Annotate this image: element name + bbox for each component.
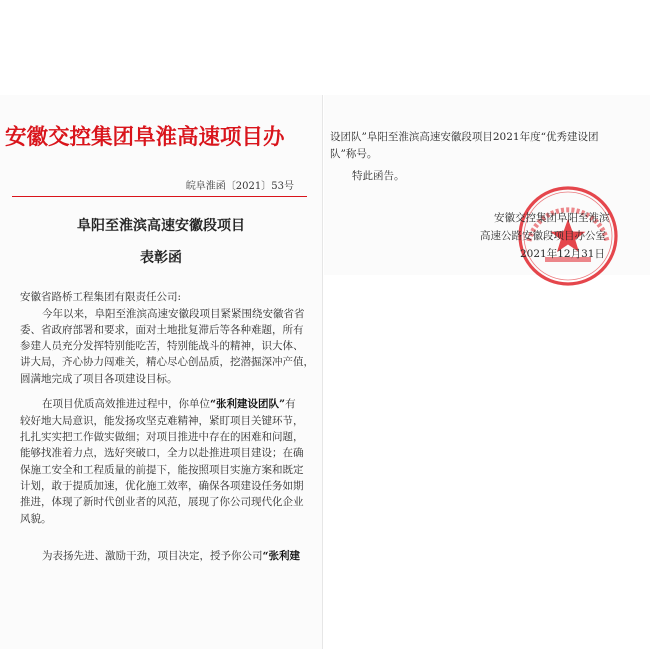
left-page — [0, 95, 323, 649]
document-title-line1: 阜阳至淮滨高速安徽段项目 — [77, 218, 245, 234]
document-number: 皖阜淮函〔2021〕53号 — [185, 181, 294, 192]
right-page-line3: 特此函告。 — [352, 170, 405, 182]
signature-org-line1: 安徽交控集团阜阳至淮滨 — [494, 212, 610, 224]
salutation: 安徽省路桥工程集团有限责任公司: — [20, 291, 182, 303]
team-name-quote: “张利建设团队” — [210, 398, 286, 410]
paragraph1-line: 讲大局，齐心协力闯难关，精心尽心创品质，挖潜掘深冲产值， — [20, 356, 314, 368]
header-org-name: 安徽交控集团阜淮高速项目办 — [5, 125, 285, 150]
paragraph1-line: 委、省政府部署和要求，面对土地批复滞后等各种难题，所有 — [20, 324, 304, 336]
paragraph1-line: 今年以来，阜阳至淮滨高速安徽段项目紧紧围绕安徽省省 — [42, 308, 305, 320]
header-red-rule — [12, 196, 307, 197]
paragraph1-line: 圆满地完成了项目各项建设目标。 — [20, 373, 178, 385]
document-title-line2: 表彰函 — [140, 250, 182, 266]
paragraph2-line: 能够找准着力点，选好突破口，全力以赴推进项目建设；在确 — [20, 447, 304, 459]
paragraph2-prefix: 在项目优质高效推进过程中，你单位 — [42, 398, 210, 410]
paragraph2-line: 较好地大局意识，能发扬攻坚克难精神，紧盯项目关键环节， — [20, 415, 304, 427]
paragraph1-line: 参建人员充分发挥特别能吃苦，特别能战斗的精神，识大体、 — [20, 340, 304, 352]
paragraph3-prefix: 为表扬先进、激励干劲，项目决定，授予你公司 — [42, 550, 263, 562]
signature-org-line2: 高速公路安徽段项目办公室 — [480, 230, 606, 242]
signature-date: 2021年12月31日 — [520, 248, 605, 260]
paragraph2-suffix: 有 — [285, 398, 296, 410]
paragraph3-line — [42, 548, 300, 564]
paragraph2-line: 风貌。 — [20, 513, 52, 525]
paragraph2-line: 计划，敢于提质加速，优化施工效率，确保各项建设任务如期 — [20, 480, 304, 492]
paragraph3-quote: “张利建 — [262, 550, 301, 562]
paragraph2-first-line — [42, 396, 296, 412]
right-page-line2: 队”称号。 — [330, 148, 378, 160]
paragraph2-line: 扎扎实实把工作做实做细；对项目推进中存在的困难和问题， — [20, 431, 304, 443]
paragraph2-line: 保施工安全和工程质量的前提下，能按照项目实施方案和既定 — [20, 464, 304, 476]
right-page-line1: 设团队”阜阳至淮滨高速安徽段项目2021年度“优秀建设团 — [330, 131, 599, 143]
paragraph2-line: 推进，体现了新时代创业者的风范，展现了你公司现代化企业 — [20, 496, 304, 508]
